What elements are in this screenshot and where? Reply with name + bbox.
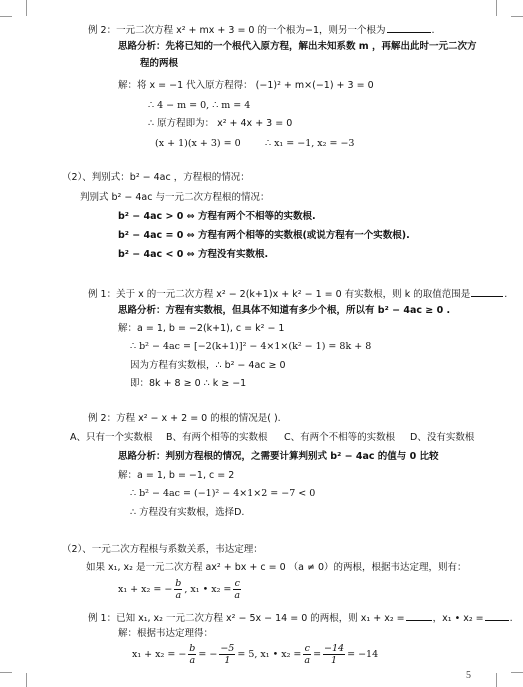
numerator: c <box>304 643 310 654</box>
solution-line: 解：a = 1, b = −2(k+1), c = k² − 1 <box>118 323 285 334</box>
question-text: 例 2：一元二次方程 x² + mx + 3 = 0 的一个根为−1，则另一个根为 <box>88 25 386 36</box>
question-text: ，x₁ • x₂ = <box>432 613 484 624</box>
crop-mark <box>511 16 523 17</box>
numerator: −14 <box>324 643 345 654</box>
fraction <box>303 643 311 666</box>
analysis-text: 思路分析：方程有实数根，但具体不知道有多少个根，所以有 b² − 4ac ≥ 0 . <box>118 305 451 316</box>
question-text: 例 1：关于 x 的一元二次方程 x² − 2(k+1)x + k² − 1 = 0 有实数根，则 k 的取值范围是 <box>88 289 471 300</box>
discriminant-case: b² − 4ac > 0 ⇔ 方程有两个不相等的实数根. <box>118 211 316 222</box>
formula-text: , x₁ • x₂ = <box>184 584 232 595</box>
option-d: D、没有实数根 <box>410 432 475 443</box>
answer-blank <box>406 610 432 621</box>
option-c: C、有两个不相等的实数根 <box>284 432 396 443</box>
formula-text: x₁ + x₂ = − <box>118 584 173 595</box>
section-intro: 判别式 b² − 4ac 与一元二次方程根的情况： <box>80 192 270 203</box>
fraction <box>323 643 345 666</box>
numerator: b <box>175 578 182 589</box>
solution-line: ∴ x₁ = −1, x₂ = −3 <box>265 138 355 149</box>
answer-blank <box>387 22 431 33</box>
crop-mark <box>496 673 511 687</box>
answer-blank <box>485 610 509 621</box>
numerator: −5 <box>220 643 235 654</box>
example-2-question: 例 2：一元二次方程 x² + mx + 3 = 0 的一个根为−1，则另一个根为 . <box>88 22 435 37</box>
formula-text: x₁ + x₂ = − <box>132 649 187 660</box>
solution-line: 解：a = 1, b = −1, c = 2 <box>118 470 235 481</box>
solution-line: 解：将 x = −1 代入原方程得： (−1)² + m×(−1) + 3 = 0 <box>118 80 374 91</box>
formula-text: = −14 <box>347 649 379 660</box>
section-title: （2）、一元二次方程根与系数关系，韦达定理： <box>62 544 263 555</box>
solution-line: ∴ b² − 4ac = (−1)² − 4×1×2 = −7 < 0 <box>130 488 316 499</box>
option-b: B、有两个相等的实数根 <box>166 432 268 443</box>
crop-mark <box>511 672 523 673</box>
fraction <box>219 643 235 666</box>
vieta-formula <box>118 576 243 604</box>
analysis-text: 思路分析：先将已知的一个根代入原方程，解出未知系数 m ，再解出此时一元二次方 <box>118 41 477 52</box>
solution-line: ∴ 原方程即为： x² + 4x + 3 = 0 <box>148 118 293 129</box>
crop-mark <box>0 16 12 17</box>
crop-mark <box>12 0 27 16</box>
example-2-question: 例 2：方程 x² − x + 2 = 0 的根的情况是( ). <box>88 413 281 424</box>
example-1-question <box>88 610 513 625</box>
section-title: （2）、判别式：b² − 4ac ，方程根的情况： <box>62 172 250 183</box>
fraction <box>174 578 182 601</box>
solution-line: 解：根据韦达定理得： <box>118 628 214 639</box>
page-number: 5 <box>466 670 471 681</box>
numerator: b <box>189 643 196 654</box>
question-text: . <box>509 613 513 624</box>
vieta-solution <box>132 640 378 670</box>
solution-line: ∴ 方程没有实数根，选择D. <box>130 507 245 518</box>
crop-mark <box>0 672 12 673</box>
denominator: a <box>234 590 241 601</box>
answer-blank <box>471 286 503 297</box>
option-a: A、只有一个实数根 <box>70 432 153 443</box>
example-1-question: 例 1：关于 x 的一元二次方程 x² − 2(k+1)x + k² − 1 = 0 有实数根，则 k 的取值范围是 . <box>88 286 507 301</box>
discriminant-case: b² − 4ac < 0 ⇔ 方程没有实数根. <box>118 249 269 260</box>
fraction <box>233 578 241 601</box>
section-intro: 如果 x₁, x₂ 是一元二次方程 ax² + bx + c = 0 （a ≠ 0）的两根，根据韦达定理，则有： <box>86 562 467 573</box>
crop-mark <box>12 673 27 687</box>
formula-text: = 5, x₁ • x₂ = <box>237 649 302 660</box>
solution-line: (x + 1)(x + 3) = 0 <box>155 138 241 149</box>
formula-text: = − <box>198 649 218 660</box>
analysis-text: 程的两根 <box>140 58 179 69</box>
numerator: c <box>234 578 240 589</box>
denominator: a <box>175 590 182 601</box>
formula-text: = <box>313 649 322 660</box>
solution-line: 因为方程有实数根，∴ b² − 4ac ≥ 0 <box>130 360 286 371</box>
crop-mark <box>496 0 511 16</box>
analysis-text: 思路分析：判别方程根的情况，之需要计算判别式 b² − 4ac 的值与 0 比较 <box>118 451 439 462</box>
denominator: 1 <box>224 655 231 666</box>
discriminant-case: b² − 4ac = 0 ⇔ 方程有两个相等的实数根(或说方程有一个实数根). <box>118 230 410 241</box>
solution-line: 即：8k + 8 ≥ 0 ∴ k ≥ −1 <box>130 378 247 389</box>
solution-line: ∴ b² − 4ac = [−2(k+1)]² − 4×1×(k² − 1) = 8k + 8 <box>130 341 372 352</box>
denominator: a <box>189 655 196 666</box>
denominator: a <box>304 655 311 666</box>
fraction <box>188 643 196 666</box>
solution-line: ∴ 4 − m = 0, ∴ m = 4 <box>148 100 251 111</box>
denominator: 1 <box>331 655 338 666</box>
question-text: 例 1：已知 x₁, x₂ 一元二次方程 x² − 5x − 14 = 0 的两根，则 x₁ + x₂ = <box>88 613 405 624</box>
